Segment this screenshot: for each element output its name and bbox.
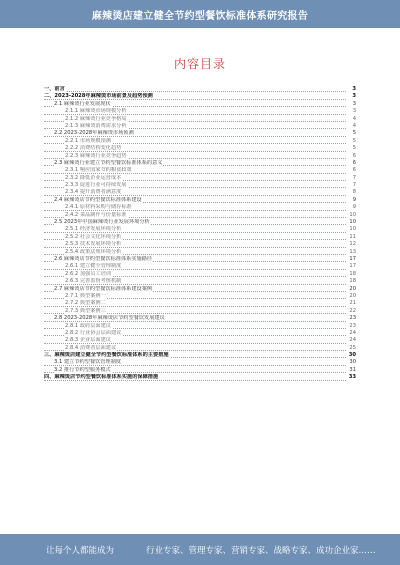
toc-entry[interactable] xyxy=(44,189,356,196)
toc-entry[interactable] xyxy=(44,138,356,145)
toc-entry[interactable] xyxy=(44,101,356,108)
toc-entry[interactable] xyxy=(44,330,356,337)
toc-entry-text: 2.2 2023-2028年麻辣烫市场预测 xyxy=(54,130,134,137)
toc-entry[interactable] xyxy=(44,359,356,366)
toc-entry-text: 3.1 建立节约型餐饮管理制度 xyxy=(54,359,121,366)
table-of-contents xyxy=(44,86,356,382)
toc-entry-page: 9 xyxy=(352,196,356,203)
toc-entry-text: 一、前言 xyxy=(44,86,65,92)
toc-entry-page: 4 xyxy=(352,115,356,122)
toc-entry-page: 31 xyxy=(349,366,356,373)
toc-heading: 内容目录 xyxy=(173,57,226,71)
toc-entry-text: 2.1.3 麻辣烫消费需求分析 xyxy=(65,122,127,129)
toc-entry[interactable] xyxy=(44,345,356,352)
toc-entry[interactable] xyxy=(44,212,356,219)
toc-entry[interactable] xyxy=(44,263,356,270)
toc-entry-page: 17 xyxy=(349,255,356,262)
toc-entry-page: 30 xyxy=(348,352,356,359)
toc-entry-text: 三、麻辣烫店建立健全节约型餐饮标准体系的主要措施 xyxy=(44,352,169,359)
toc-entry-page: 3 xyxy=(352,86,356,92)
toc-entry-page: 33 xyxy=(348,374,356,381)
page-header xyxy=(0,0,400,28)
toc-entry-page: 7 xyxy=(352,182,356,189)
toc-entry-page: 9 xyxy=(352,204,356,211)
toc-entry[interactable] xyxy=(44,374,356,381)
toc-entry[interactable] xyxy=(44,337,356,344)
toc-entry[interactable] xyxy=(44,108,356,115)
toc-entry[interactable] xyxy=(44,367,356,374)
toc-entry-page: 20 xyxy=(349,292,356,299)
toc-entry-page: 5 xyxy=(352,137,356,144)
toc-entry-text: 2.5.2 社会文化环境分析 xyxy=(65,233,122,240)
toc-entry-page: 24 xyxy=(349,337,356,344)
toc-entry[interactable] xyxy=(44,204,356,211)
toc-entry-text: 2.1.1 麻辣烫市场规模分析 xyxy=(65,108,127,115)
toc-entry[interactable] xyxy=(44,323,356,330)
toc-entry-page: 7 xyxy=(352,174,356,181)
toc-entry-text: 2.5 2023年中国麻辣烫行业发展环境分析 xyxy=(54,219,150,226)
toc-entry-text: 2.8.4 消费者层面建议 xyxy=(65,344,117,351)
toc-entry-page: 5 xyxy=(352,145,356,152)
toc-entry-text: 2.6.3 完善监督考核机制 xyxy=(65,278,122,285)
toc-entry-text: 2.7 麻辣烫店节约型餐饮标准体系建设案例 xyxy=(54,285,153,292)
toc-entry-page: 10 xyxy=(349,219,356,226)
toc-entry-page: 12 xyxy=(349,241,356,248)
toc-entry-text: 2.3.1 响应国家节约粮食政策 xyxy=(65,167,132,174)
toc-entry-page: 6 xyxy=(352,159,356,166)
toc-entry-text: 3.2 推行节约型服务模式 xyxy=(54,366,111,373)
toc-entry[interactable] xyxy=(44,160,356,167)
toc-entry[interactable] xyxy=(44,234,356,241)
toc-entry-page: 30 xyxy=(349,359,356,366)
toc-entry-page: 5 xyxy=(352,130,356,137)
toc-entry-page: 18 xyxy=(349,278,356,285)
toc-entry-page: 17 xyxy=(349,263,356,270)
toc-entry[interactable] xyxy=(44,86,356,93)
toc-entry[interactable] xyxy=(44,130,356,137)
toc-entry-page: 13 xyxy=(349,248,356,255)
toc-entry-text: 2.5.3 技术发展环境分析 xyxy=(65,241,122,248)
toc-entry[interactable] xyxy=(44,123,356,130)
toc-entry-page: 23 xyxy=(349,322,356,329)
toc-entry[interactable] xyxy=(44,249,356,256)
toc-entry-text: 2.1.2 麻辣烫行业竞争格局 xyxy=(65,115,127,122)
toc-entry-page: 10 xyxy=(349,211,356,218)
toc-entry-page: 22 xyxy=(349,307,356,314)
toc-entry-text: 2.2.1 市场规模预测 xyxy=(65,137,111,144)
toc-entry-page: 6 xyxy=(352,167,356,174)
toc-entry[interactable] xyxy=(44,308,356,315)
toc-entry[interactable] xyxy=(44,153,356,160)
toc-entry-text: 2.6 麻辣烫店节约型餐饮标准体系实施路径 xyxy=(54,255,153,262)
toc-entry[interactable] xyxy=(44,175,356,182)
report-title: 麻辣烫店建立健全节约型餐饮标准体系研究报告 xyxy=(91,11,309,22)
toc-entry-text: 2.5.1 经济发展环境分析 xyxy=(65,226,122,233)
toc-entry[interactable] xyxy=(44,256,356,263)
toc-entry-page: 23 xyxy=(349,315,356,322)
toc-entry-page: 8 xyxy=(352,189,356,196)
toc-leader-dots xyxy=(44,86,346,92)
toc-entry-text: 2.7.3 典型案例三 xyxy=(65,307,106,314)
toc-entry[interactable] xyxy=(44,241,356,248)
toc-entry-text: 2.6.2 加强员工培训 xyxy=(65,270,111,277)
toc-entry-page: 24 xyxy=(349,329,356,336)
toc-entry[interactable] xyxy=(44,145,356,152)
toc-entry[interactable] xyxy=(44,300,356,307)
toc-entry-page: 25 xyxy=(349,344,356,351)
toc-entry-text: 二、2023-2028年麻辣烫市场前景及趋势预测 xyxy=(44,93,153,100)
toc-entry[interactable] xyxy=(44,271,356,278)
toc-entry-text: 2.4.2 菜品制作与份量标准 xyxy=(65,211,127,218)
toc-entry-text: 2.7.2 典型案例二 xyxy=(65,300,106,307)
toc-entry-text: 2.2.2 消费结构变化趋势 xyxy=(65,145,122,152)
toc-entry[interactable] xyxy=(44,352,356,359)
toc-entry-text: 2.3.4 提升消费者满意度 xyxy=(65,189,122,196)
toc-entry-text: 2.2.3 麻辣烫行业竞争趋势 xyxy=(65,152,127,159)
toc-entry[interactable] xyxy=(44,93,356,100)
toc-entry-text: 2.4.1 原材料采购与储存标准 xyxy=(65,204,132,211)
toc-entry-text: 2.1 麻辣烫行业发展现状 xyxy=(54,100,111,107)
toc-entry-page: 3 xyxy=(352,93,356,100)
toc-entry-page: 21 xyxy=(349,300,356,307)
toc-entry-page: 3 xyxy=(352,108,356,115)
toc-entry[interactable] xyxy=(44,278,356,285)
toc-entry-text: 2.3 麻辣烫行业建立节约型餐饮标准体系的意义 xyxy=(54,159,163,166)
toc-entry[interactable] xyxy=(44,116,356,123)
toc-entry-page: 11 xyxy=(349,233,356,240)
toc-entry-page: 10 xyxy=(349,226,356,233)
toc-entry-text: 2.8.3 企业层面建议 xyxy=(65,337,111,344)
toc-entry-text: 2.3.3 促进行业可持续发展 xyxy=(65,182,127,189)
toc-entry-page: 18 xyxy=(349,270,356,277)
toc-entry[interactable] xyxy=(44,167,356,174)
toc-entry-text: 四、麻辣烫店节约型餐饮标准体系实施的保障措施 xyxy=(44,374,159,381)
toc-entry-page: 6 xyxy=(352,152,356,159)
toc-entry[interactable] xyxy=(44,293,356,300)
toc-entry[interactable] xyxy=(44,182,356,189)
toc-entry-text: 2.4 麻辣烫店节约型餐饮标准体系建设 xyxy=(54,196,142,203)
toc-entry[interactable] xyxy=(44,219,356,226)
toc-entry-text: 2.6.1 建立健全管理制度 xyxy=(65,263,122,270)
toc-entry-page: 20 xyxy=(349,285,356,292)
toc-entry-page: 4 xyxy=(352,122,356,129)
toc-entry-text: 2.8.2 行业协会层面建议 xyxy=(65,329,122,336)
page-footer xyxy=(0,534,400,565)
toc-entry-text: 2.8 2023-2028年麻辣烫店节约型餐饮发展建议 xyxy=(54,315,165,322)
toc-entry[interactable] xyxy=(44,197,356,204)
toc-entry-text: 2.7.1 典型案例一 xyxy=(65,292,106,299)
toc-entry-text: 2.5.4 政策法规环境分析 xyxy=(65,248,122,255)
toc-entry-page: 3 xyxy=(352,100,356,107)
toc-entry[interactable] xyxy=(44,286,356,293)
footer-slogan-left: 让每个人都能成为 xyxy=(46,546,115,556)
toc-entry[interactable] xyxy=(44,226,356,233)
footer-slogan-right: 行业专家、管理专家、营销专家、战略专家、成功企业家…… xyxy=(146,546,376,556)
toc-entry-text: 2.3.2 降低企业运营成本 xyxy=(65,174,122,181)
toc-entry-text: 2.8.1 政府层面建议 xyxy=(65,322,111,329)
toc-entry[interactable] xyxy=(44,315,356,322)
